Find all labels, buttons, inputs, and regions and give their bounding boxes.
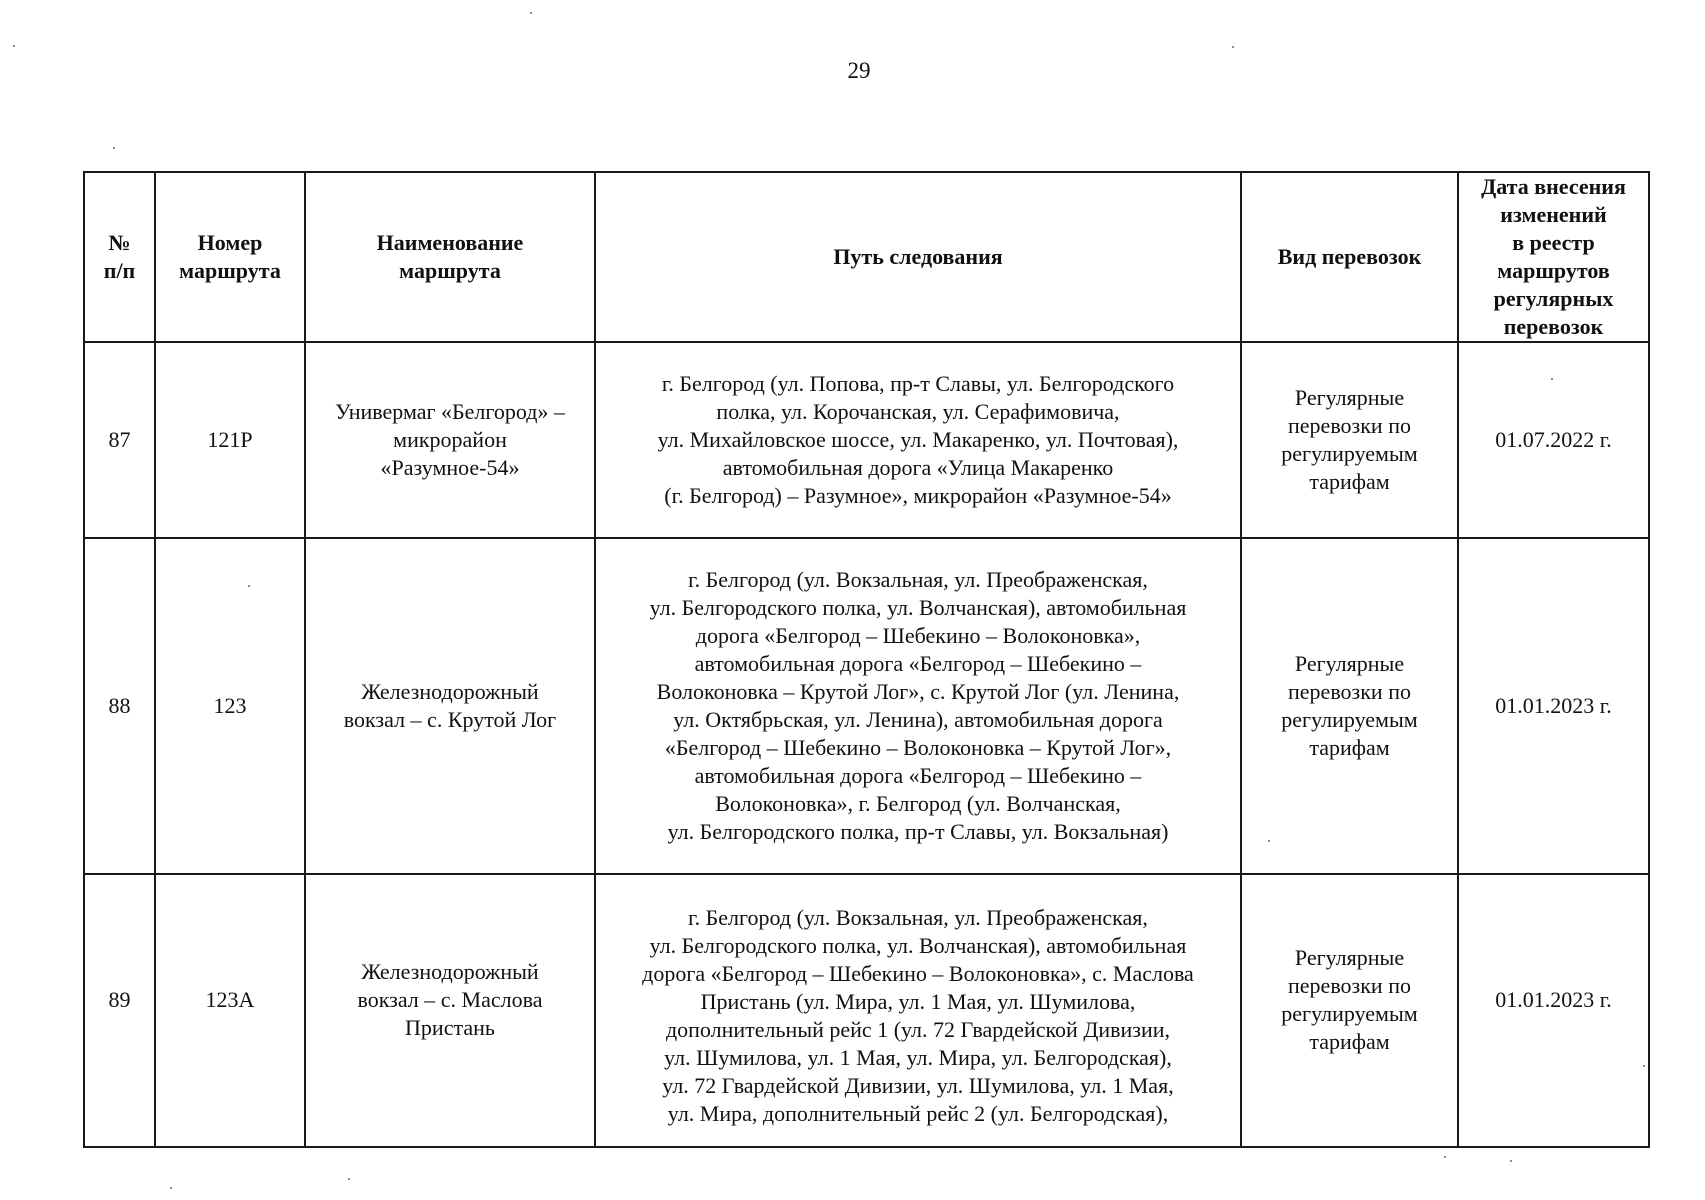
cell-route-name: Универмаг «Белгород» – микрорайон «Разумное-54» bbox=[305, 342, 595, 538]
scan-speck bbox=[248, 585, 250, 587]
table-row bbox=[84, 874, 1649, 1147]
cell-route-name: Железнодорожный вокзал – с. Маслова Пристань bbox=[305, 874, 595, 1147]
cell-num: 87 bbox=[84, 342, 155, 538]
cell-route-number: 123 bbox=[155, 538, 305, 874]
cell-path: г. Белгород (ул. Вокзальная, ул. Преображенская, ул. Белгородского полка, ул. Волчанская), автомобильная дорога «Белгород – Шебекино – Волоконовка», автомобильная дорога «Белгород – Шебекино – Волоконовка – Крутой Лог», с. Крутой Лог (ул. Ленина, ул. Октябрьская, ул. Ленина), автомобильная дорога «Белгород – Шебекино – Волоконовка – Крутой Лог», автомобильная дорога «Белгород – Шебекино – Волоконовка», г. Белгород (ул. Волчанская, ул. Белгородского полка, пр-т Славы, ул. Вокзальная) bbox=[595, 538, 1241, 874]
header-route-number: Номер маршрута bbox=[155, 172, 305, 342]
cell-transport-type: Регулярные перевозки по регулируемым тарифам bbox=[1241, 538, 1458, 874]
scan-speck bbox=[13, 45, 15, 47]
cell-path: г. Белгород (ул. Вокзальная, ул. Преображенская, ул. Белгородского полка, ул. Волчанская), автомобильная дорога «Белгород – Шебекино – Волоконовка», с. Маслова Пристань (ул. Мира, ул. 1 Мая, ул. Шумилова, дополнительный рейс 1 (ул. 72 Гвардейской Дивизии, ул. Шумилова, ул. 1 Мая, ул. Мира, ул. Белгородская), ул. 72 Гвардейской Дивизии, ул. Шумилова, ул. 1 Мая, ул. Мира, дополнительный рейс 2 (ул. Белгородская), bbox=[595, 874, 1241, 1147]
scan-speck bbox=[1551, 378, 1553, 380]
header-route-name: Наименование маршрута bbox=[305, 172, 595, 342]
scan-speck bbox=[1232, 46, 1234, 48]
header-num: № п/п bbox=[84, 172, 155, 342]
scan-speck bbox=[530, 12, 532, 14]
cell-route-name: Железнодорожный вокзал – с. Крутой Лог bbox=[305, 538, 595, 874]
page-number: 29 bbox=[847, 58, 871, 83]
header-path: Путь следования bbox=[595, 172, 1241, 342]
table-row bbox=[84, 342, 1649, 538]
cell-transport-type: Регулярные перевозки по регулируемым тарифам bbox=[1241, 342, 1458, 538]
cell-date: 01.01.2023 г. bbox=[1458, 874, 1649, 1147]
cell-path: г. Белгород (ул. Попова, пр-т Славы, ул. Белгородского полка, ул. Корочанская, ул. Серафимовича, ул. Михайловское шоссе, ул. Макаренко, ул. Почтовая), автомобильная дорога «Улица Макаренко (г. Белгород) – Разумное», микрорайон «Разумное-54» bbox=[595, 342, 1241, 538]
routes-table bbox=[83, 171, 1650, 1148]
cell-transport-type: Регулярные перевозки по регулируемым тарифам bbox=[1241, 874, 1458, 1147]
scan-speck bbox=[170, 1187, 172, 1189]
scan-speck bbox=[113, 147, 115, 149]
scan-speck bbox=[1510, 1160, 1512, 1162]
cell-date: 01.01.2023 г. bbox=[1458, 538, 1649, 874]
scan-speck bbox=[1643, 1065, 1645, 1067]
cell-route-number: 123А bbox=[155, 874, 305, 1147]
table-header-row bbox=[84, 172, 1649, 342]
cell-route-number: 121Р bbox=[155, 342, 305, 538]
header-date: Дата внесения изменений в реестр маршрутов регулярных перевозок bbox=[1458, 172, 1649, 342]
scan-speck bbox=[1268, 840, 1270, 842]
scan-speck bbox=[1444, 1156, 1446, 1158]
header-transport-type: Вид перевозок bbox=[1241, 172, 1458, 342]
cell-num: 88 bbox=[84, 538, 155, 874]
scan-speck bbox=[348, 1178, 350, 1180]
cell-num: 89 bbox=[84, 874, 155, 1147]
cell-date: 01.07.2022 г. bbox=[1458, 342, 1649, 538]
table-row bbox=[84, 538, 1649, 874]
